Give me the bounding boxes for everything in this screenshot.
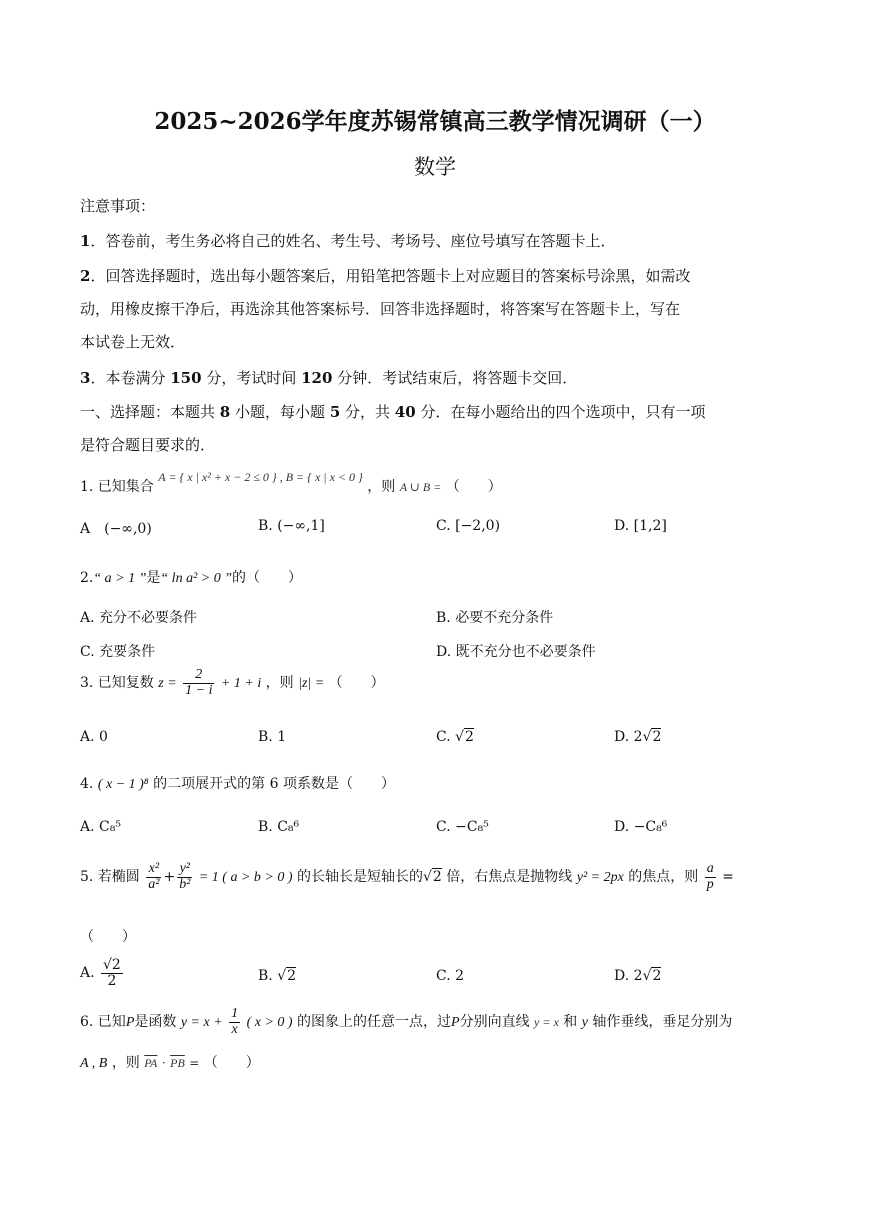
q1-stem-text: 1. 已知集合 (80, 479, 154, 495)
q3-tail: + 1 + i (220, 676, 262, 692)
q5-root: 2 (432, 869, 442, 886)
q6-text-d: 分别向直线 (459, 1014, 530, 1031)
q2-option-c: C. 充要条件 (80, 644, 156, 660)
q6-axis: y (581, 1015, 588, 1031)
question-4-stem (80, 773, 395, 793)
q6-text-f: 轴作垂线，垂足分别为 (592, 1014, 733, 1031)
q4-text-b: 项系数是（ ） (282, 776, 395, 792)
note-3 (80, 367, 577, 388)
q3-stem-text: 3. 已知复数 (80, 675, 154, 692)
note-3-number: 3 (80, 369, 91, 387)
q3-z-lhs: z = (158, 676, 177, 692)
q4-option-d: D. −C₈⁶ (614, 819, 668, 835)
note-1-number: 1 (80, 232, 91, 250)
q5-option-c: C. 2 (436, 968, 465, 984)
q4-option-b: B. C₈⁶ (258, 819, 300, 835)
q3-denominator: 1 − i (185, 682, 213, 698)
q5-text-a: 5. 若椭圆 (80, 869, 140, 886)
q3-option-c: C. √2 (436, 729, 474, 745)
q3-abs: |z| = (298, 676, 325, 692)
q1-union: A ∪ B = (399, 480, 442, 494)
q6-dot: · (161, 1056, 166, 1070)
q5-ratio-a: a (706, 861, 714, 876)
q2-number: 2. (80, 570, 94, 586)
q6-text-c: 的图象上的任意一点，过 (297, 1014, 452, 1031)
q5-ratio (705, 862, 716, 892)
q4-option-c: C. −C₈⁵ (436, 819, 489, 835)
q2-option-d: D. 既不充分也不必要条件 (436, 644, 596, 660)
q6-vector-pb: $\overline{PB}$ (170, 1056, 185, 1070)
section-heading (80, 401, 706, 422)
q4-expression: ( x − 1 )⁸ (97, 777, 149, 792)
q5-x2: x² (146, 862, 161, 878)
question-6-stem (80, 1007, 732, 1037)
note-3-text-b: 分，考试时间 (206, 369, 297, 387)
q3-option-b: B. 1 (258, 729, 287, 745)
q5-b2: b² (179, 876, 191, 892)
q5-option-a-den: 2 (107, 972, 117, 989)
q5-y2: y² (177, 862, 192, 878)
note-3-text-a: ．本卷满分 (90, 369, 166, 387)
note-3-text-c: 分钟．考试结束后，将答题卡交回． (337, 369, 578, 387)
q3-then: ，则 (265, 675, 294, 692)
section-points-total: 40 (394, 403, 416, 421)
q3-option-d: D. 2√2 (614, 729, 662, 745)
note-1 (80, 230, 615, 251)
q6-point-p: P (125, 1015, 135, 1031)
q5-option-d-coef: 2 (633, 968, 643, 984)
q6-eq: = (189, 1056, 200, 1070)
q4-option-a: A. C₈⁵ (80, 819, 121, 835)
q5-option-d-label: D. (614, 968, 630, 984)
section-heading-line-2: 是符合题目要求的． (80, 436, 216, 454)
q6-text-b: 是函数 (134, 1014, 177, 1031)
q5-option-a-num: √2 (103, 957, 121, 973)
q5-text-d: 的焦点，则 (628, 869, 699, 886)
q3-paren: （ ） (328, 675, 385, 692)
q3-numerator: 2 (183, 668, 214, 684)
q1-option-d: D. [1,2] (614, 518, 667, 534)
q1-option-b: B. (−∞,1] (258, 518, 325, 534)
q6-function-lhs: y = x + (180, 1015, 223, 1031)
q6-feet: A , B (80, 1056, 108, 1071)
section-points-each: 5 (329, 403, 341, 421)
q5-eq: = (722, 869, 734, 886)
question-6-line-2 (80, 1052, 260, 1072)
q5-option-b-value: 2 (287, 968, 297, 984)
q1-set-expression: A = { x | x² + x − 2 ≤ 0 } , B = { x | x < 0 } (158, 470, 363, 484)
q6-function-domain: ( x > 0 ) (246, 1015, 293, 1031)
q5-condition: = 1 ( a > b > 0 ) (198, 870, 293, 886)
note-2-text: ．回答选择题时，选出每小题答案后，用铅笔把答题卡上对应题目的答案标号涂黑，如需改 (90, 267, 691, 285)
notes-heading: 注意事项： (80, 197, 156, 215)
section-question-count: 8 (219, 403, 231, 421)
section-text-b: 小题，每小题 (235, 403, 326, 421)
note-2-line-1 (80, 265, 690, 286)
q6-function-fraction (229, 1007, 240, 1037)
q2-tail: 的（ ） (232, 570, 302, 586)
q4-term-index: 6 (269, 776, 279, 792)
note-2-number: 2 (80, 267, 91, 285)
exam-title: 2025~2026学年度苏锡常镇高三教学情况调研（一） (154, 108, 716, 135)
q3-option-c-label: C. (436, 729, 451, 745)
q5-fraction-y (177, 862, 192, 892)
q1-option-a: A (−∞,0) (80, 521, 152, 537)
q2-condition-1: “ a > 1 ” (93, 571, 147, 586)
exam-subject: 数学 (414, 155, 456, 179)
q5-option-d-value: 2 (652, 968, 662, 984)
q5-option-a-label: A. (80, 965, 95, 982)
q6-text-e: 和 (563, 1014, 578, 1031)
q4-number: 4. (80, 776, 94, 792)
section-text-a: 一、选择题：本题共 (80, 403, 216, 421)
q3-option-a: A. 0 (80, 729, 108, 745)
q5-option-d: D. 2√2 (614, 968, 662, 984)
note-1-text: ．答卷前，考生务必将自己的姓名、考生号、考场号、座位号填写在答题卡上． (90, 232, 616, 250)
q5-fraction-x (146, 862, 161, 892)
q3-option-c-value: 2 (465, 729, 474, 745)
q5-a2: a² (148, 876, 160, 892)
note-3-score: 150 (170, 369, 202, 387)
q6-fn-num: 1 (231, 1006, 239, 1021)
q5-text-c: 倍，右焦点是抛物线 (446, 869, 573, 886)
q6-vector-pa: $\overline{PA}$ (144, 1056, 158, 1070)
q5-option-b: B. √2 (258, 968, 297, 984)
section-text-d: 分．在每小题给出的四个选项中，只有一项 (420, 403, 706, 421)
question-3-stem (80, 668, 385, 698)
note-2-line-3: 本试卷上无效． (80, 333, 186, 351)
q6-text-a: 6. 已知 (80, 1014, 126, 1031)
q5-parabola: y² = 2px (576, 870, 624, 886)
q5-option-b-label: B. (258, 968, 273, 984)
q6-point-p-2: P (451, 1015, 460, 1031)
question-5-stem: 5. 若椭圆 $\frac{\text{x²}}{\text{a²}}$ + $\frac{\text{y²}}{\text{b²}}$ = 1 ( a > b > 0 ) 的长轴长是短轴长的√2 倍，右焦点是抛物线 y² = 2px 的焦点，则 $\frac{a}{p}$ = (80, 861, 734, 892)
q1-option-c: C. [−2,0) (436, 518, 501, 534)
q3-fraction (183, 668, 214, 698)
note-2-line-2: 动，用橡皮擦干净后，再选涂其他答案标号．回答非选择题时，将答案写在答题卡上，写在 (80, 300, 681, 318)
q2-option-b: B. 必要不充分条件 (436, 610, 554, 626)
q5-text-b: 的长轴长是短轴长的 (296, 869, 423, 886)
q1-paren: （ ） (445, 479, 502, 495)
q4-text-a: 的二项展开式的第 (153, 776, 266, 792)
q1-stem-then: ，则 (367, 479, 396, 495)
q2-option-a: A. 充分不必要条件 (80, 610, 198, 626)
q2-is: 是 (146, 570, 161, 586)
q2-condition-2: “ ln a² > 0 ” (160, 571, 232, 586)
note-3-time: 120 (301, 369, 333, 387)
q5-ratio-p: p (706, 876, 714, 892)
q5-paren: （ ） (80, 929, 136, 945)
q6-fn-den: x (231, 1021, 238, 1037)
q5-option-a-fraction (101, 958, 123, 988)
question-2-stem (80, 567, 302, 587)
q3-option-d-value: 2 (652, 729, 662, 745)
q5-option-a (80, 958, 125, 988)
q3-option-d-label: D. (614, 729, 630, 745)
section-text-c: 分，共 (345, 403, 391, 421)
q6-line-equation: y = x (534, 1015, 559, 1030)
question-1-stem (80, 470, 502, 496)
q6-paren: （ ） (203, 1055, 260, 1071)
q3-option-d-coef: 2 (633, 729, 643, 745)
q6-text-g: ，则 (111, 1055, 140, 1071)
